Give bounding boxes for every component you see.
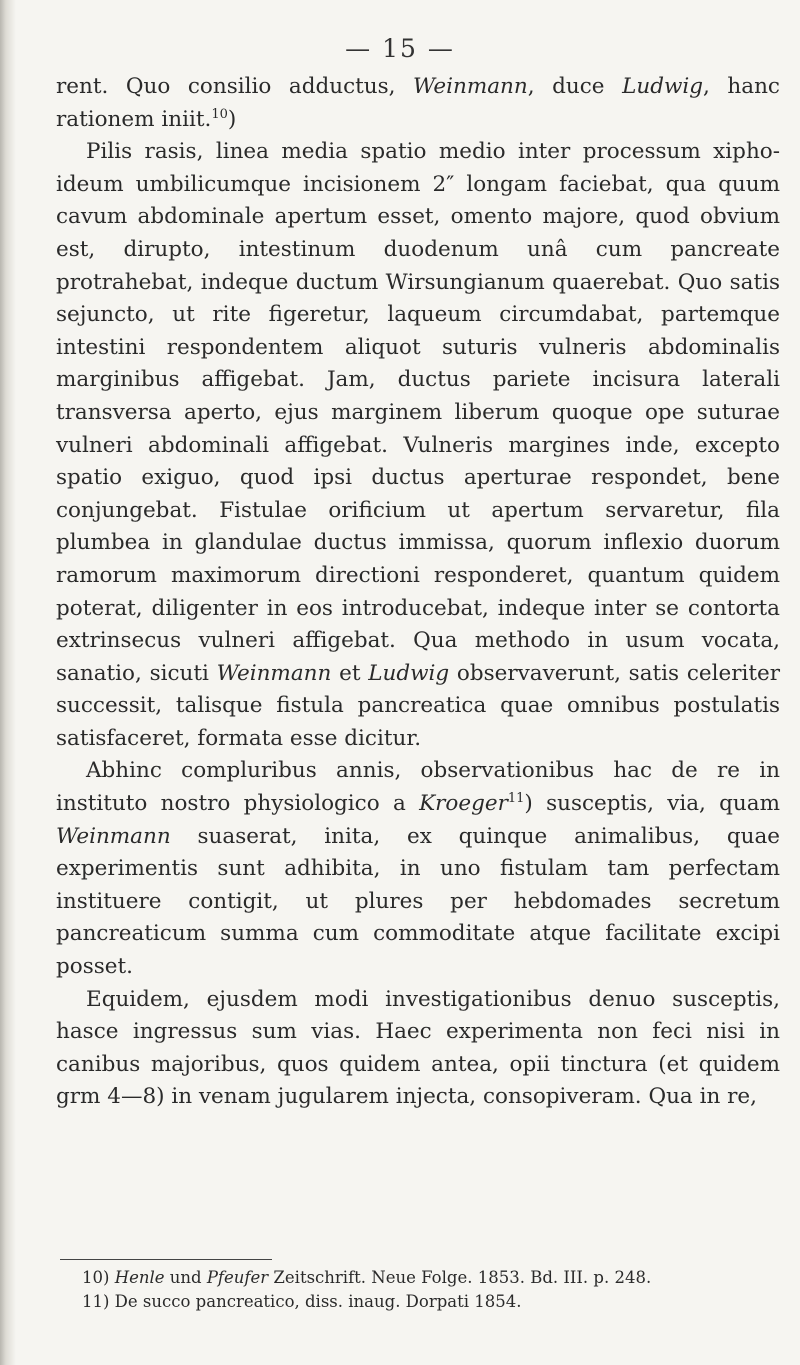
paragraph	[56, 755, 780, 983]
paragraph	[56, 984, 780, 1114]
paragraph	[56, 136, 780, 755]
text-run: observaverunt, satis celeriter successit, talisque fistula pancreatica quae omnibus postulatis satisfaceret, formata esse dicitur.	[56, 660, 780, 751]
italic-name: Weinmann	[216, 660, 332, 686]
italic-name: Weinmann	[413, 74, 528, 99]
italic-name: Ludwig	[622, 74, 704, 99]
main-text	[56, 71, 780, 1114]
footnote	[56, 1290, 780, 1314]
text-run: et	[331, 660, 369, 686]
footnote-reference: 10	[211, 106, 228, 122]
italic-name: Kroeger	[419, 791, 508, 817]
footnotes	[56, 1266, 780, 1313]
text-run: )	[227, 106, 237, 132]
text-run: Pilis rasis, linea media spatio medio inter processum xipho-ideum umbilicumque incisionem 2″ longam faciebat, qua quum cavum abdominale apertum esset, omento majore, quod obvium est, dirupto, intestinum duodenum unâ cum pancreate protrahebat, indeque ductum Wirsungianum quaerebat. Quo satis sejuncto, ut rite figeretur, laqueum circumdabat, partemque intestini respondentem aliquot suturis vulneris abdominalis marginibus affigebat. Jam, ductus pariete incisura laterali transversa aperto, ejus marginem liberum quoque ope suturae vulneri abdominali affigebat. Vulneris margines inde, excepto spatio exiguo, quod ipsi ductus aperturae respondet, bene conjungebat. Fistulae orificium ut apertum servaretur, fila plumbea in glandulae ductus immissa, quorum inflexio duorum ramorum maximorum directioni responderet, quantum quidem poterat, diligenter in eos introducebat, indeque inter se contorta extrinsecus vulneri affigebat. Qua methodo in usum vocata, sanatio, sicuti	[56, 139, 780, 686]
page-gutter-shadow	[0, 0, 16, 1365]
italic-name: Henle	[114, 1268, 165, 1287]
italic-name: Ludwig	[368, 660, 450, 686]
italic-name: Weinmann	[56, 823, 171, 849]
text-run: suaserat, inita, ex quinque animalibus, quae experimentis sunt adhibita, in uno fistulam tam perfectam instituere contigit, ut plures per hebdomades secretum pancreaticum summa cum commoditate atque facilitate excipi posset.	[56, 823, 780, 980]
text-run: , hanc rationem iniit.	[56, 74, 780, 132]
text-run: Abhinc compluribus annis, observationibus hac de re in instituto nostro physiologico a	[56, 758, 780, 817]
text-run: Equidem, ejusdem modi investigationibus denuo susceptis, hasce ingressus sum vias. Haec experimenta non feci nisi in canibus majoribus, quos quidem antea, opii tinctura (et quidem grm 4—8) in venam jugularem injecta, consopiveram. Qua in re,	[56, 986, 780, 1110]
italic-name: Pfeufer	[206, 1268, 269, 1287]
footnote	[56, 1266, 780, 1290]
footnote-separator	[60, 1259, 272, 1260]
text-run: Zeitschrift. Neue Folge. 1853. Bd. III. p. 248.	[268, 1268, 652, 1287]
footnote-reference: 11	[507, 790, 525, 806]
text-run: 10)	[82, 1268, 115, 1287]
text-run: , duce	[527, 74, 623, 99]
paragraph	[56, 71, 780, 136]
text-run: 11) De succo pancreatico, diss. inaug. Dorpati 1854.	[82, 1291, 522, 1311]
text-run: ) susceptis, via, quam	[524, 791, 780, 817]
text-run: rent. Quo consilio adductus,	[56, 74, 414, 99]
page-number: — 15 —	[345, 34, 455, 63]
text-run: und	[164, 1268, 207, 1287]
